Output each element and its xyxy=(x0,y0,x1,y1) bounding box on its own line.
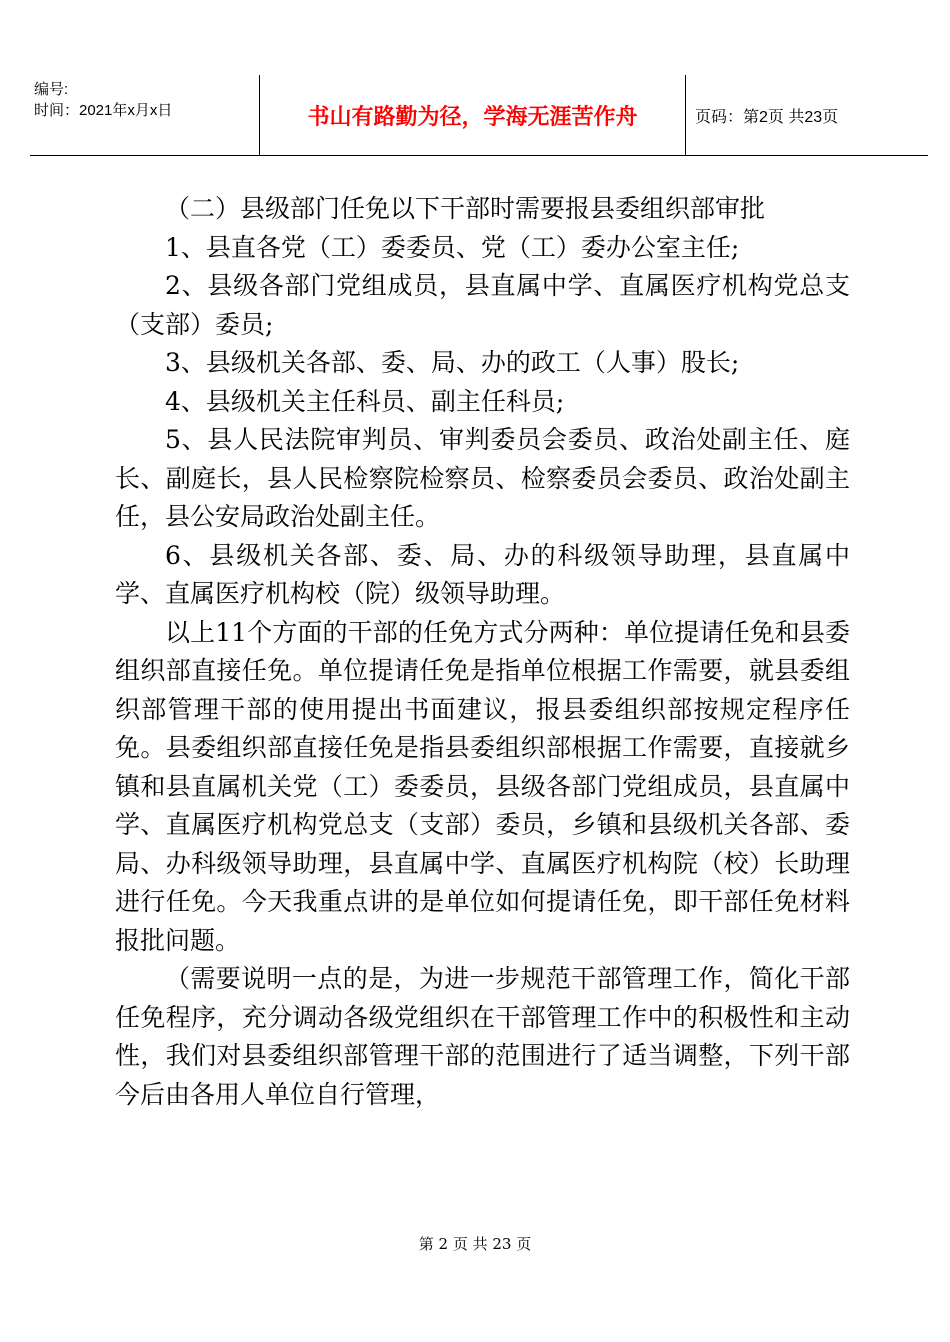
header-motto: 书山有路勤为径，学海无涯苦作舟 xyxy=(259,75,686,155)
header-meta xyxy=(30,75,259,155)
body-paragraph: 1、县直各党（工）委委员、党（工）委办公室主任; xyxy=(165,232,740,262)
document-number-label: 编号: xyxy=(34,81,69,98)
body-paragraph: 5、县人民法院审判员、审判委员会委员、政治处副主任、庭长、副庭长，县人民检察院检察员、检察委员会委员、政治处副主任，县公安局政治处副主任。 xyxy=(115,425,850,531)
body-paragraph: 4、县级机关主任科员、副主任科员; xyxy=(165,386,565,416)
body-paragraph: 3、县级机关各部、委、局、办的政工（人事）股长; xyxy=(165,348,740,377)
page-header xyxy=(30,75,928,156)
body-paragraph: （需要说明一点的是，为进一步规范干部管理工作，简化干部任免程序，充分调动各级党组织在干部管理工作中的积极性和主动性，我们对县委组织部管理干部的范围进行了适当调整，下列干部今后由各用人单位自行管理， xyxy=(115,964,850,1109)
body-paragraph: （二）县级部门任免以下干部时需要报县委组织部审批 xyxy=(165,194,766,223)
document-body xyxy=(115,190,850,1114)
document-time-label: 时间：2021年x月x日 xyxy=(34,102,173,119)
header-page-label: 页码：第2页 共23页 xyxy=(695,108,839,126)
body-paragraph: 以上11个方面的干部的任免方式分两种：单位提请任免和县委组织部直接任免。单位提请任免是指单位根据工作需要，就县委组织部管理干部的使用提出书面建议，报县委组织部按规定程序任免。县委组织部直接任免是指县委组织部根据工作需要，直接就乡镇和县直属机关党（工）委委员，县级各部门党组成员，县直属中学、直属医疗机构党总支（支部）委员，乡镇和县级机关各部、委局、办科级领导助理，县直属中学、直属医疗机构院（校）长助理进行任免。今天我重点讲的是单位如何提请任免，即干部任免材料报批问题。 xyxy=(115,617,850,955)
body-paragraph: 2、县级各部门党组成员，县直属中学、直属医疗机构党总支（支部）委员; xyxy=(115,271,850,339)
page-footer: 第 2 页 共 23 页 xyxy=(418,1235,532,1253)
body-paragraph: 6、县级机关各部、委、局、办的科级领导助理，县直属中学、直属医疗机构校（院）级领导助理。 xyxy=(115,540,850,608)
